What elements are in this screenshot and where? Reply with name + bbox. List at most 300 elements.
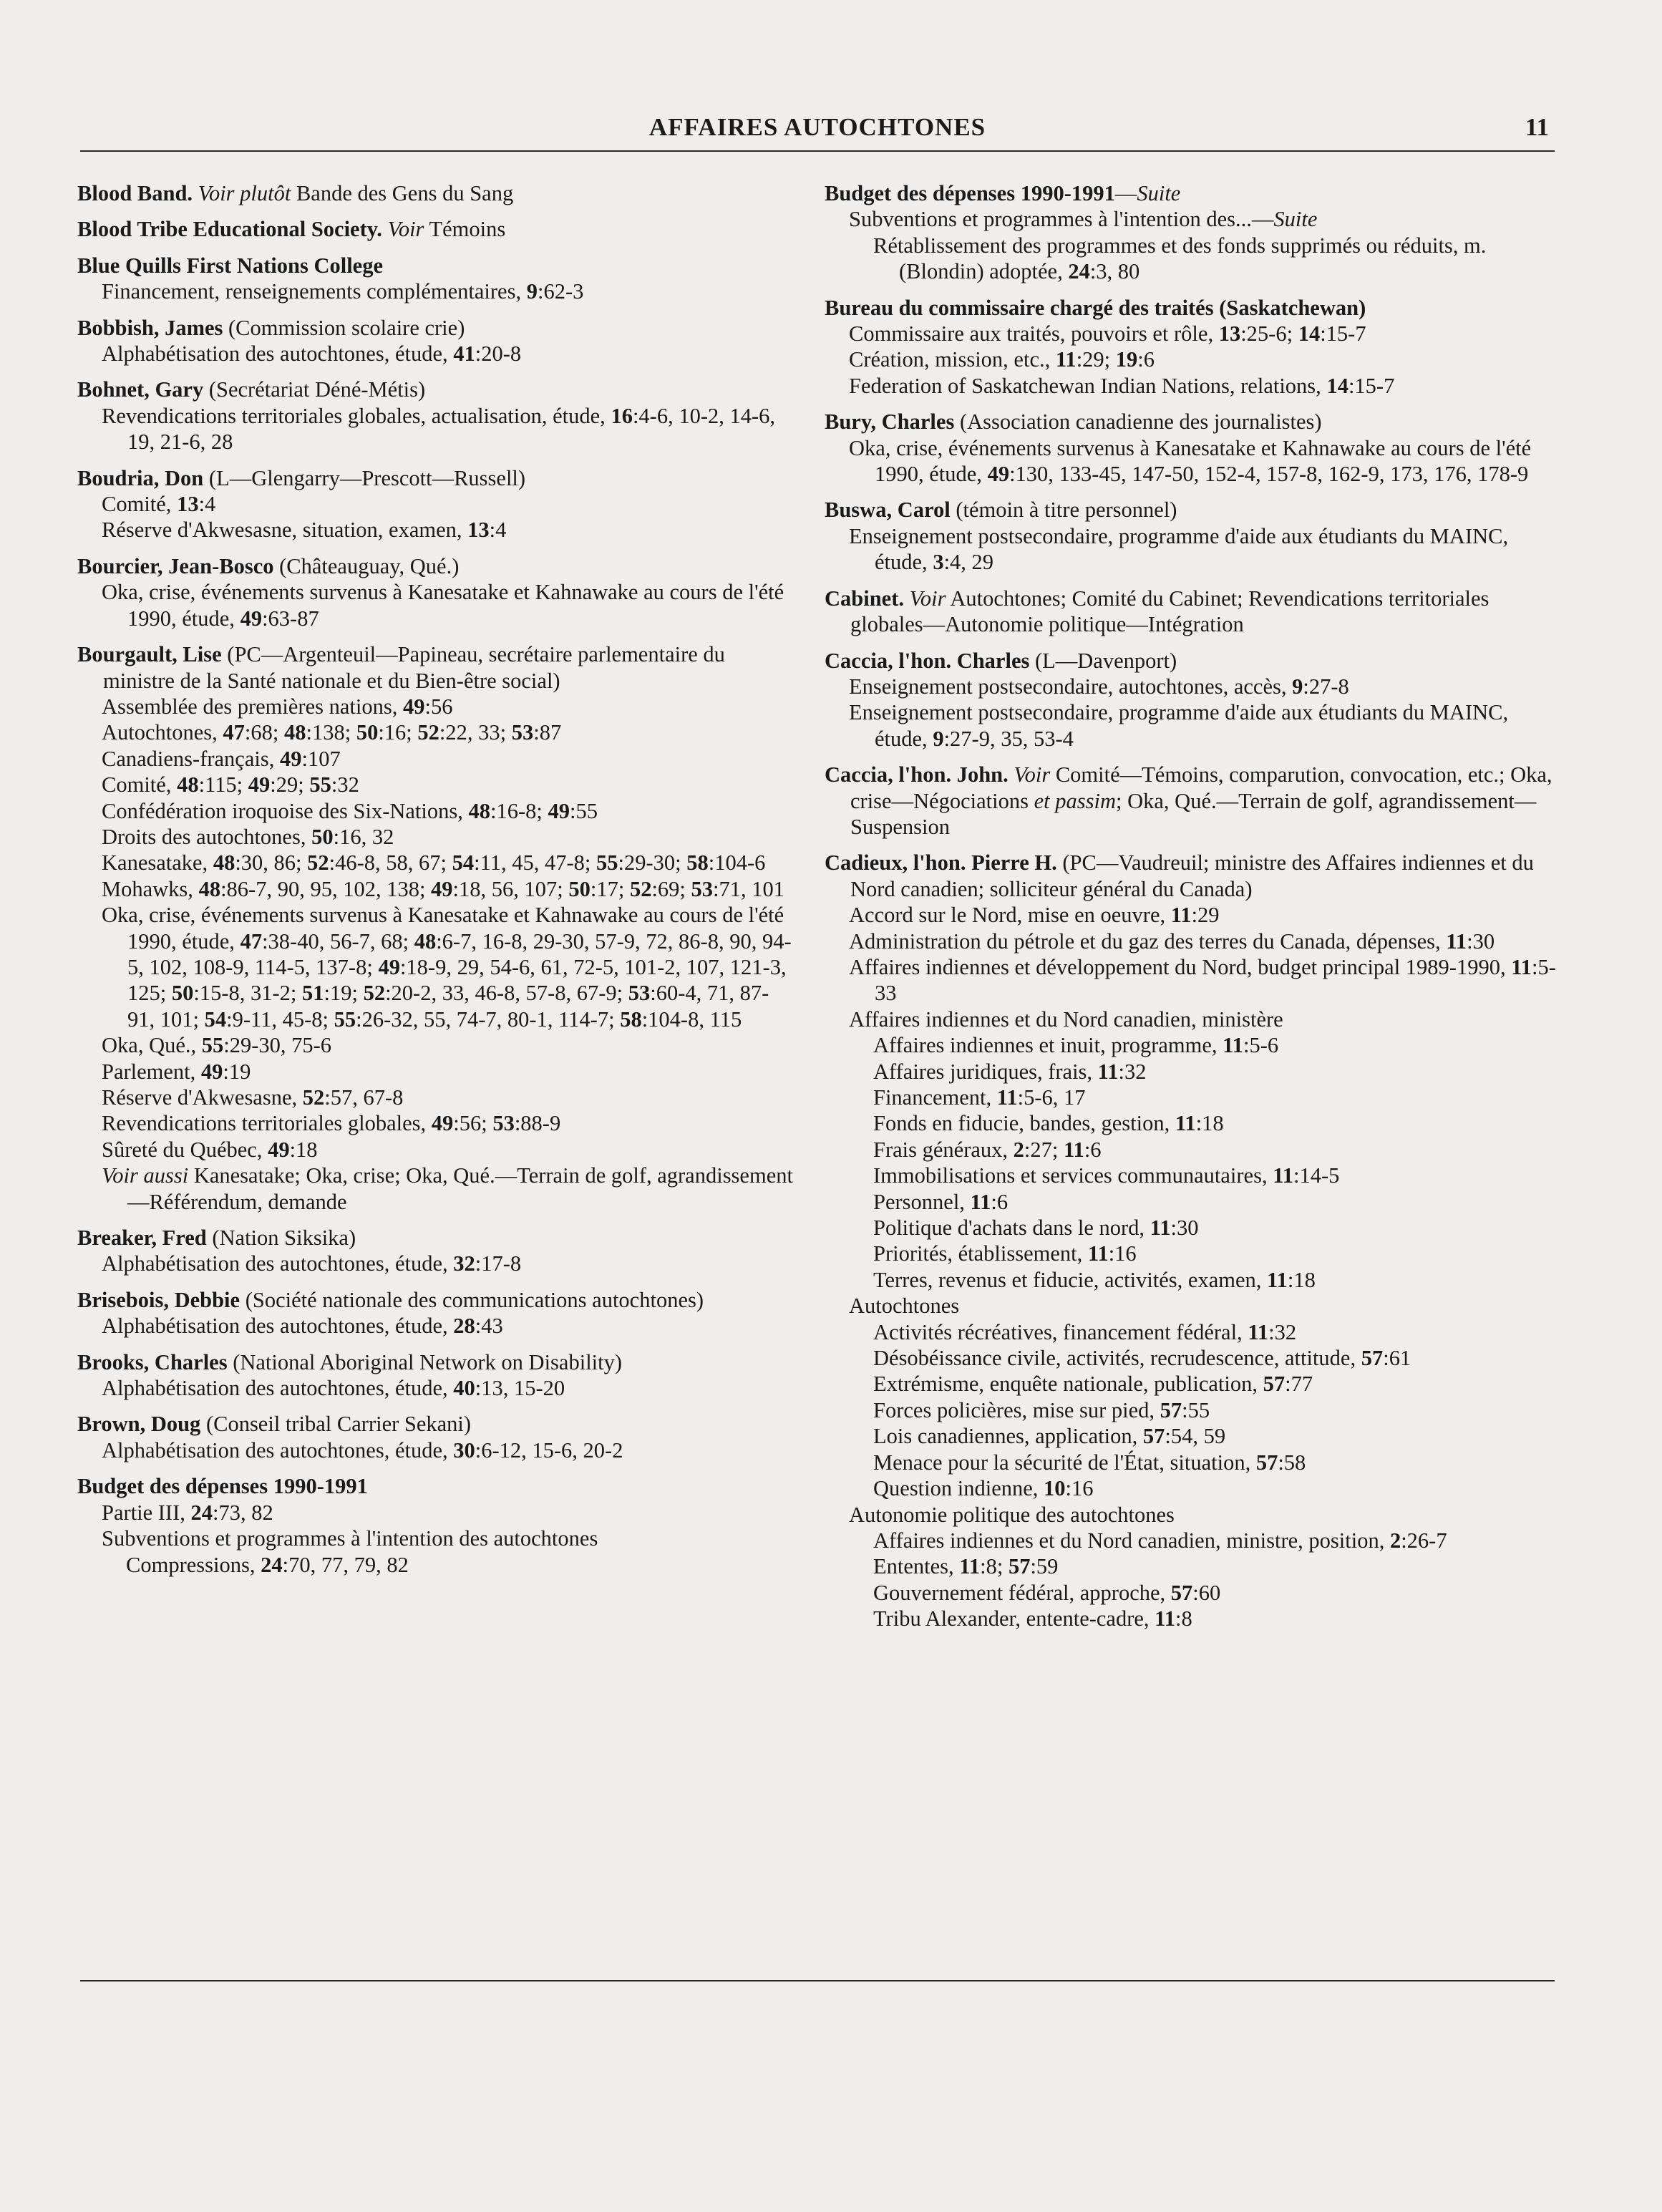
entry-text: :69; (651, 876, 691, 901)
entry-text: :8 (1175, 1606, 1192, 1631)
bold-text: 58 (620, 1006, 642, 1032)
entry-subentry (77, 694, 793, 719)
entry-text: (Secrétariat Déné-Métis) (203, 377, 426, 402)
entry-text: :25-6; (1240, 321, 1298, 346)
bold-text: 11 (1170, 903, 1192, 928)
entry-text: (Association canadienne des journalistes) (954, 409, 1322, 435)
entry-text: Oka, crise, événements survenus à Kanesatake et Kahnawake au cours de l'été 1990, étude, (849, 435, 1532, 487)
entry-text: :61 (1383, 1346, 1411, 1371)
entry-text (904, 586, 910, 611)
entry-subentry (77, 491, 793, 517)
entry-text: Autochtones, (102, 720, 223, 745)
bold-text: Budget des dépenses 1990-1991 (825, 181, 1115, 205)
entry-subentry (825, 1345, 1562, 1371)
entry-subentry (825, 435, 1562, 487)
index-entry (77, 216, 793, 242)
entry-text: Affaires indiennes et inuit, programme, (873, 1033, 1223, 1058)
bold-text: 54 (452, 850, 475, 875)
entry-subentry (825, 346, 1562, 372)
bold-text: 11 (1063, 1137, 1084, 1162)
entry-text: Confédération iroquoise des Six-Nations, (102, 798, 469, 823)
entry-text: :16, 32 (333, 824, 394, 849)
entry-text: Question indienne, (873, 1476, 1044, 1501)
bold-text: 49 (431, 1111, 454, 1136)
entry-subentry (825, 1502, 1562, 1528)
entry-text: :6 (1084, 1137, 1102, 1162)
bold-text: 57 (1160, 1397, 1182, 1422)
bold-text: 9 (1292, 674, 1303, 699)
bold-text: Blood Band. (77, 181, 193, 205)
entry-text: :8; (980, 1554, 1009, 1579)
index-entry (825, 762, 1562, 840)
bold-text: 13 (177, 492, 199, 517)
entry-text: Autochtones (849, 1294, 960, 1319)
index-entry (77, 553, 793, 631)
entry-text: :86-7, 90, 95, 102, 138; (220, 876, 432, 901)
entry-text: :29 (1191, 903, 1220, 928)
entry-subentry (825, 321, 1562, 346)
entry-text: Financement, (873, 1085, 997, 1110)
entry-heading (77, 315, 793, 341)
entry-text: ; Oka, Qué.—Terrain de golf, agrandissement—Suspension (850, 788, 1537, 839)
entry-text: :3, 80 (1089, 259, 1140, 284)
entry-text: :16-8; (490, 798, 548, 823)
index-entry (77, 253, 793, 305)
bold-text: 19 (1115, 347, 1138, 372)
entry-text: :46-8, 58, 67; (329, 850, 452, 875)
bold-text: 57 (1263, 1372, 1286, 1397)
bold-text: 48 (284, 720, 306, 745)
entry-text: Alphabétisation des autochtones, étude, (102, 1314, 454, 1339)
entry-text: :18 (289, 1137, 318, 1162)
entry-text: Financement, renseignements complémentaires, (102, 279, 527, 304)
entry-heading (77, 1349, 793, 1375)
entry-text: Réserve d'Akwesasne, (102, 1085, 303, 1110)
entry-text: :15-7 (1348, 373, 1395, 398)
entry-text: :59 (1030, 1554, 1059, 1579)
entry-text: :29; (1076, 347, 1116, 372)
bold-text: 11 (1055, 347, 1077, 372)
entry-text: Forces policières, mise sur pied, (873, 1397, 1160, 1422)
entry-text: :56 (424, 694, 453, 719)
bold-text: 48 (177, 772, 199, 797)
entry-text: :77 (1285, 1372, 1313, 1397)
index-entry (77, 1225, 793, 1277)
bold-text: 55 (596, 850, 618, 875)
entry-text: :26-7 (1401, 1528, 1447, 1553)
bold-text: 55 (309, 772, 331, 797)
bold-text: Brooks, Charles (77, 1349, 228, 1374)
entry-text: :57, 67-8 (324, 1085, 404, 1110)
bold-text: 14 (1326, 373, 1348, 398)
bold-text: Breaker, Fred (77, 1226, 207, 1251)
entry-subentry (825, 1189, 1562, 1215)
entry-text: Affaires juridiques, frais, (873, 1059, 1098, 1084)
bold-text: 51 (302, 981, 324, 1006)
entry-text: Politique d'achats dans le nord, (873, 1216, 1150, 1241)
entry-text: Frais généraux, (873, 1137, 1014, 1162)
entry-text: Comité—Témoins, comparution, convocation, etc.; Oka, crise—Négociations (850, 762, 1552, 813)
entry-subentry (825, 523, 1562, 576)
entry-heading (825, 180, 1562, 206)
entry-text: :27-9, 35, 53-4 (943, 726, 1074, 751)
bold-text: 11 (1273, 1163, 1294, 1188)
entry-text: Revendications territoriales globales, (102, 1111, 432, 1136)
entry-subentry (77, 798, 793, 824)
entry-text: :6-7, 16-8, 29-30, 57-9, 72, 86-8, 90, 94-5, 102, 108-9, 114-5, 137-8; (127, 928, 792, 979)
entry-text: Kanesatake; Oka, crise; Oka, Qué.—Terrain de golf, agrandissement—Référendum, demande (127, 1163, 793, 1214)
entry-subentry (825, 1267, 1562, 1293)
entry-text: :17; (590, 876, 630, 901)
bold-text: 11 (1223, 1033, 1243, 1058)
bold-text: 32 (453, 1251, 475, 1276)
entry-text: (Commission scolaire crie) (223, 315, 465, 340)
bold-text: 49 (240, 606, 263, 631)
entry-text: Affaires indiennes et du Nord canadien, ministre, position, (873, 1528, 1390, 1553)
bold-text: Bohnet, Gary (77, 377, 204, 402)
entry-text: :15-7 (1320, 321, 1366, 346)
entry-subentry (825, 1423, 1562, 1449)
entry-text: Oka, crise, événements survenus à Kanesatake et Kahnawake au cours de l'été 1990, étude, (102, 903, 784, 954)
italic-text: Voir plutôt (198, 181, 291, 205)
entry-subentry (77, 1110, 793, 1136)
footer-rule (80, 1980, 1555, 1981)
entry-text: :18 (1195, 1111, 1224, 1136)
bold-text: 11 (1155, 1606, 1175, 1631)
index-entry (825, 295, 1562, 399)
entry-heading (825, 850, 1562, 902)
bold-text: 52 (417, 720, 439, 745)
bold-text: Bourcier, Jean-Bosco (77, 553, 274, 578)
entry-text: Alphabétisation des autochtones, étude, (102, 1437, 454, 1462)
bold-text: 49 (431, 876, 453, 901)
bold-text: 57 (1170, 1580, 1193, 1605)
bold-text: 24 (190, 1500, 213, 1525)
entry-subentry (825, 1241, 1562, 1266)
entry-text: :29-30; (618, 850, 687, 875)
entry-text: Autochtones; Comité du Cabinet; Revendications territoriales globales—Autonomie politique—Intégration (850, 586, 1490, 637)
entry-text: :26-32, 55, 74-7, 80-1, 114-7; (356, 1006, 621, 1032)
index-entry (825, 180, 1562, 285)
entry-subentry (77, 719, 793, 745)
bold-text: 14 (1298, 321, 1321, 346)
bold-text: 54 (204, 1006, 227, 1032)
index-entry (825, 648, 1562, 752)
entry-text: :32 (331, 772, 359, 797)
entry-subentry (825, 1319, 1562, 1345)
entry-subentry (825, 902, 1562, 928)
entry-text: :62-3 (537, 279, 584, 304)
entry-text: Revendications territoriales globales, actualisation, étude, (102, 403, 611, 428)
bold-text: 58 (686, 850, 709, 875)
entry-subentry (825, 674, 1562, 699)
entry-text: :20-2, 33, 46-8, 57-8, 67-9; (385, 981, 628, 1006)
entry-heading (77, 553, 793, 579)
entry-text: :4, 29 (943, 550, 994, 575)
entry-subentry (825, 1006, 1562, 1032)
entry-heading (825, 497, 1562, 523)
entry-text: :27; (1024, 1137, 1064, 1162)
entry-subentry (77, 579, 793, 631)
bold-text: 52 (629, 876, 652, 901)
entry-text: :13, 15-20 (475, 1376, 565, 1401)
entry-subentry (825, 373, 1562, 399)
right-column (825, 180, 1562, 1642)
entry-heading (77, 1411, 793, 1437)
entry-text: Réserve d'Akwesasne, situation, examen, (102, 518, 468, 543)
bold-text: 47 (223, 720, 245, 745)
entry-text: :17-8 (475, 1251, 522, 1276)
bold-text: 3 (933, 550, 944, 575)
bold-text: Bureau du commissaire chargé des traités (Saskatchewan) (825, 295, 1366, 320)
bold-text: 48 (213, 850, 235, 875)
bold-text: 16 (611, 403, 633, 428)
bold-text: Bury, Charles (825, 409, 955, 435)
entry-heading (825, 648, 1562, 674)
bold-text: 49 (268, 1137, 290, 1162)
entry-text: :60 (1192, 1580, 1221, 1605)
bold-text: 48 (414, 928, 437, 954)
bold-text: 49 (248, 772, 271, 797)
entry-text: :16 (1065, 1476, 1094, 1501)
entry-subentry (825, 1528, 1562, 1553)
entry-text: Priorités, établissement, (873, 1241, 1088, 1266)
italic-text: Voir (909, 586, 946, 611)
entry-subentry (77, 902, 793, 1032)
bold-text: 52 (307, 850, 329, 875)
index-entry (825, 497, 1562, 575)
entry-text: (témoin à titre personnel) (950, 498, 1177, 523)
entry-text: (Société nationale des communications autochtones) (240, 1287, 704, 1312)
entry-heading (77, 1287, 793, 1313)
bold-text: 53 (691, 876, 714, 901)
entry-heading (77, 216, 793, 242)
entry-text: Fonds en fiducie, bandes, gestion, (873, 1111, 1175, 1136)
entry-text: :30, 86; (235, 850, 308, 875)
bold-text: Cabinet. (825, 586, 904, 611)
entry-subentry (825, 1371, 1562, 1397)
entry-text: :30 (1467, 928, 1495, 954)
entry-subentry (825, 1137, 1562, 1163)
entry-text: Alphabétisation des autochtones, étude, (102, 1376, 454, 1401)
entry-subentry (77, 1552, 793, 1578)
bold-text: 13 (1218, 321, 1241, 346)
bold-text: 11 (996, 1085, 1018, 1110)
entry-text: :104-6 (708, 850, 766, 875)
entry-subentry (77, 403, 793, 455)
entry-heading (77, 641, 793, 694)
entry-text: Création, mission, etc., (849, 347, 1056, 372)
index-entry (825, 850, 1562, 1631)
entry-text: :6 (991, 1189, 1009, 1214)
entry-subentry (77, 1163, 793, 1215)
entry-text: Parlement, (102, 1059, 201, 1084)
entry-text: Oka, Qué., (102, 1033, 202, 1058)
bold-text: 41 (453, 341, 475, 367)
italic-text: et passim (1034, 788, 1117, 813)
entry-subentry (825, 1215, 1562, 1241)
entry-text: :56; (453, 1111, 493, 1136)
entry-subentry (825, 233, 1562, 285)
entry-text: :6-12, 15-6, 20-2 (475, 1437, 623, 1462)
entry-subentry (825, 1085, 1562, 1110)
italic-text: Voir (387, 217, 424, 242)
entry-subentry (825, 1032, 1562, 1058)
entry-text: :138; (306, 720, 356, 745)
entry-text: :71, 101 (713, 876, 785, 901)
bold-text: 49 (548, 798, 570, 823)
entry-heading (825, 409, 1562, 435)
entry-text: Oka, crise, événements survenus à Kanesatake et Kahnawake au cours de l'été 1990, étude, (102, 580, 784, 631)
entry-subentry (825, 206, 1562, 232)
entry-text: :14-5 (1293, 1163, 1340, 1188)
entry-subentry (825, 1553, 1562, 1579)
entry-text: :88-9 (514, 1111, 561, 1136)
bold-text: 57 (1255, 1450, 1278, 1475)
entry-text: (L—Davenport) (1029, 648, 1177, 673)
bold-text: 11 (1267, 1267, 1288, 1292)
bold-text: Bobbish, James (77, 315, 223, 340)
entry-text: :115; (198, 772, 248, 797)
bold-text: 40 (453, 1376, 475, 1401)
entry-text: :30 (1170, 1216, 1199, 1241)
entry-subentry (825, 1397, 1562, 1423)
entry-heading (825, 586, 1562, 638)
entry-text: :55 (569, 798, 598, 823)
bold-text: 49 (402, 694, 425, 719)
entry-text: Lois canadiennes, application, (873, 1424, 1143, 1449)
index-entry (77, 1411, 793, 1463)
entry-text: Federation of Saskatchewan Indian Nations, relations, (849, 373, 1327, 398)
bold-text: 48 (198, 876, 221, 901)
index-entry (77, 641, 793, 1215)
entry-subentry (825, 1110, 1562, 1136)
bold-text: 55 (334, 1006, 356, 1032)
bold-text: 57 (1008, 1554, 1031, 1579)
bold-text: 50 (171, 981, 194, 1006)
entry-text: Enseignement postsecondaire, programme d'aide aux étudiants du MAINC, étude, (849, 523, 1509, 575)
entry-subentry (825, 1163, 1562, 1188)
entry-text: Terres, revenus et fiducie, activités, examen, (873, 1267, 1268, 1292)
entry-text: — (1114, 181, 1137, 205)
entry-heading (77, 465, 793, 491)
bold-text: 57 (1142, 1424, 1165, 1449)
header-title: AFFAIRES AUTOCHTONES (648, 113, 986, 141)
entry-text: Droits des autochtones, (102, 824, 312, 849)
bold-text: 55 (201, 1033, 224, 1058)
bold-text: Budget des dépenses 1990-1991 (77, 1474, 368, 1499)
bold-text: Caccia, l'hon. John. (825, 762, 1009, 787)
bold-text: 11 (970, 1189, 991, 1214)
entry-text: Comité, (102, 492, 178, 517)
italic-text: Voir aussi (102, 1163, 189, 1188)
entry-heading (77, 1225, 793, 1251)
entry-text: Immobilisations et services communautaires, (873, 1163, 1273, 1188)
entry-subentry (825, 954, 1562, 1006)
bold-text: 10 (1044, 1476, 1066, 1501)
entry-text: :38-40, 56-7, 68; (262, 928, 414, 954)
entry-text: Tribu Alexander, entente-cadre, (873, 1606, 1155, 1631)
bold-text: 11 (1175, 1111, 1196, 1136)
entry-subentry (77, 1375, 793, 1401)
bold-text: 47 (240, 928, 263, 954)
entry-text: :54, 59 (1165, 1424, 1226, 1449)
entry-heading (77, 377, 793, 402)
entry-text: Bande des Gens du Sang (291, 181, 514, 205)
entry-text: :68; (244, 720, 284, 745)
entry-text: Ententes, (873, 1554, 960, 1579)
entry-heading (77, 1473, 793, 1499)
entry-subentry (77, 1500, 793, 1525)
bold-text: 49 (378, 954, 400, 979)
entry-text: :4 (489, 518, 507, 543)
entry-text: Partie III, (102, 1500, 191, 1525)
entry-text: :32 (1268, 1319, 1297, 1344)
bold-text: 24 (1068, 259, 1090, 284)
entry-text: :9-11, 45-8; (226, 1006, 334, 1032)
bold-text: 9 (933, 726, 944, 751)
italic-text: Suite (1137, 181, 1181, 205)
entry-subentry (77, 1437, 793, 1463)
bold-text: 24 (261, 1552, 283, 1577)
entry-subentry (77, 517, 793, 543)
entry-subentry (77, 1525, 793, 1551)
entry-text: :20-8 (475, 341, 522, 367)
entry-text: Administration du pétrole et du gaz des terres du Canada, dépenses, (849, 928, 1447, 954)
entry-text: :18, 56, 107; (452, 876, 569, 901)
entry-text: :15-8, 31-2; (193, 981, 302, 1006)
entry-text: :5-6, 17 (1017, 1085, 1086, 1110)
entry-subentry (825, 1475, 1562, 1501)
entry-subentry (77, 1032, 793, 1058)
bold-text: 57 (1361, 1346, 1384, 1371)
entry-text: :22, 33; (439, 720, 512, 745)
entry-text: Subventions et programmes à l'intention des autochtones (102, 1526, 598, 1551)
bold-text: 9 (526, 279, 538, 304)
bold-text: 11 (1097, 1059, 1119, 1084)
index-entry (77, 377, 793, 455)
bold-text: 52 (302, 1085, 325, 1110)
bold-text: Brown, Doug (77, 1412, 201, 1437)
entry-subentry (77, 1313, 793, 1339)
entry-text: Comité, (102, 772, 178, 797)
entry-text: Menace pour la sécurité de l'État, situation, (873, 1450, 1256, 1475)
entry-subentry (77, 1251, 793, 1276)
bold-text: 50 (568, 876, 591, 901)
entry-subentry (77, 1059, 793, 1085)
entry-subentry (77, 746, 793, 772)
bold-text: 49 (200, 1059, 223, 1084)
entry-text: :5-6 (1243, 1033, 1279, 1058)
bold-text: 53 (628, 981, 651, 1006)
entry-text: (Conseil tribal Carrier Sekani) (200, 1412, 472, 1437)
entry-text: (L—Glengarry—Prescott—Russell) (203, 465, 526, 490)
entry-text: Commissaire aux traités, pouvoirs et rôle, (849, 321, 1219, 346)
bold-text: Brisebois, Debbie (77, 1287, 240, 1312)
entry-text: :60-4, 71, 87-91, 101; (127, 981, 769, 1032)
bold-text: 50 (311, 824, 334, 849)
bold-text: 49 (987, 462, 1010, 487)
bold-text: 30 (453, 1437, 475, 1462)
entry-subentry (825, 1580, 1562, 1606)
italic-text: Voir (1014, 762, 1051, 787)
bold-text: 11 (1511, 954, 1532, 979)
entry-text: :43 (475, 1314, 503, 1339)
entry-text: Alphabétisation des autochtones, étude, (102, 1251, 454, 1276)
header-rule (80, 150, 1555, 152)
bold-text: 53 (492, 1111, 515, 1136)
bold-text: 49 (279, 746, 302, 771)
